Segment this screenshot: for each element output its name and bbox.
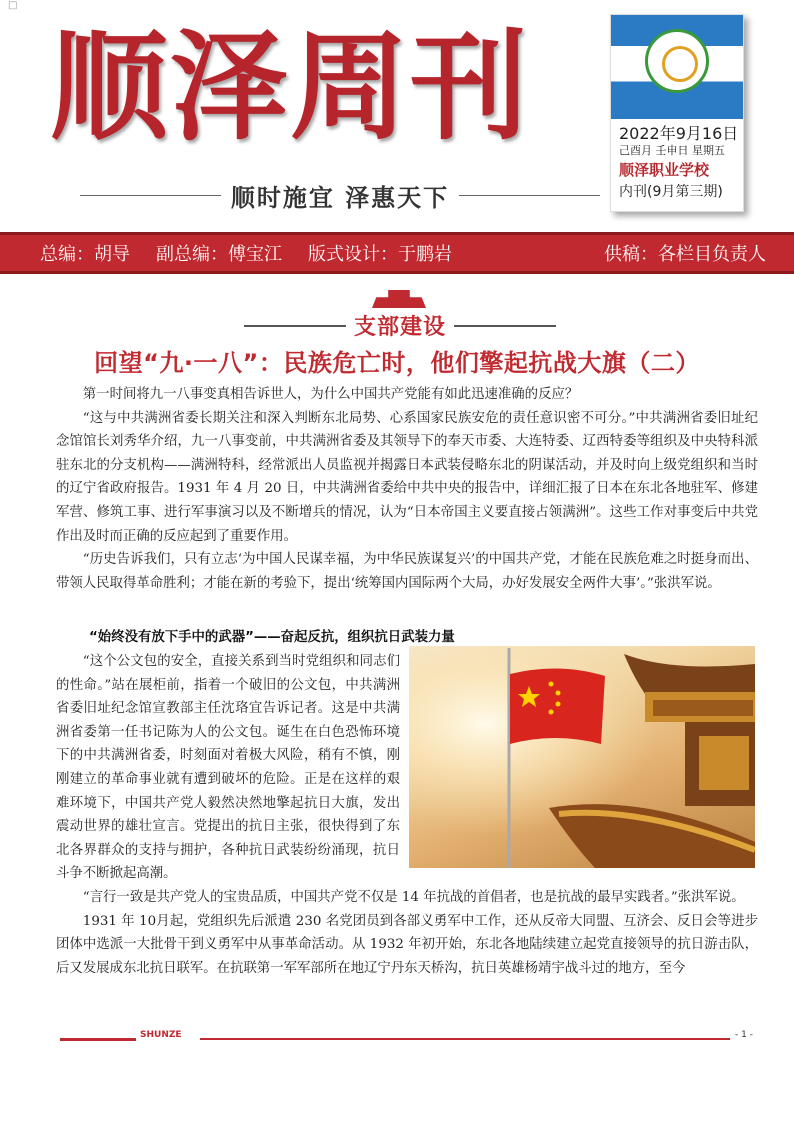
school-logo: [645, 29, 709, 93]
school-logo-banner: [611, 15, 743, 119]
lunar-date: 己酉月 壬申日 星期五: [619, 144, 725, 157]
section-rule-right: [454, 325, 556, 327]
article-subheading: “始终没有放下手中的武器”——奋起反抗，组织抗日武装力量: [89, 630, 455, 645]
flag-and-gate-photo: [409, 646, 755, 868]
paragraph: “这与中共满洲省委长期关注和深入判断东北局势、心系国家民族安危的责任意识密不可分。”中共满洲省委旧址纪念馆馆长刘秀华介绍，九一八事变前，中共满洲省委及其领导下的奉天市委、大连特委、辽西特委等组织及中央特科派驻东北的分支机构——满洲特科，经常派出人员监视并揭露日本武装侵略东北的阴谋活动，并及时向上级党组织和当时的辽宁省政府报告。1931 年 4 月 20 日，中共满洲省委给中共中央的报告中，详细汇报了日本在东北各地驻军、修建军营、修筑工事、进行军事演习以及不断增兵的情况，认为“日本帝国主义要直接占领满洲”。这些工作对事变后中共党作出及时而正确的反应起到了重要作用。: [56, 410, 758, 544]
paragraph: “言行一致是共产党人的宝贵品质，中国共产党不仅是 14 年抗战的首倡者，也是抗战的最早实践者。”张洪军说。: [82, 890, 745, 905]
corner-mark: □: [8, 0, 18, 11]
slogan-row: [80, 178, 600, 213]
slogan: 顺时施宜 泽惠天下: [230, 183, 450, 212]
gate-icon: [372, 290, 426, 308]
section-heading: [244, 310, 556, 341]
paragraph: 第一时间将九一八事变真相告诉世人，为什么中国共产党能有如此迅速准确的反应？: [82, 387, 579, 402]
issue-number: 内刊(9月第三期): [619, 184, 723, 200]
paragraph: 1931 年 10月起，党组织先后派遣 230 名党团员到各部义勇军中工作，还从反帝大同盟、互济会、反日会等进步团体中选派一大批骨干到义勇军中从事革命活动。从 1932 年初开始，东北各地陆续建立起党直接领导的抗日游击队，后又发展成东北抗日联军。在抗联第一军军部所在地辽宁丹东天桥沟，抗日英雄杨靖宇战斗过的地方，至今: [56, 913, 758, 976]
footer-rule-left: [60, 1038, 136, 1041]
footer-rule-right: [200, 1038, 730, 1040]
article-body-top: [56, 383, 758, 595]
paragraph: “这个公文包的安全，直接关系到当时党组织和同志们的性命。”站在展柜前，指着一个破旧的公文包，中共满洲省委旧址纪念馆宣教部主任沈珞宜告诉记者。这是中共满洲省委第一任书记陈为人的公文包。诞生在白色恐怖环境下的中共满洲省委，时刻面对着极大风险，稍有不慎，刚刚建立的革命事业就有遭到破坏的危险。正是在这样的艰难环境下，中国共产党人毅然决然地擎起抗日大旗，发出震动世界的雄壮宣言。党提出的抗日主张，很快得到了东北各界群众的支持与拥护，各种抗日武装纷纷涌现，抗日斗争不断掀起高潮。: [56, 654, 400, 882]
credits-bar: [0, 232, 794, 274]
credit-contributors: 供稿：各栏目负责人: [604, 244, 766, 265]
photo-illustration: [409, 646, 755, 868]
section-label: 支部建设: [354, 315, 447, 340]
page-number: - 1 -: [735, 1030, 753, 1040]
paragraph: “历史告诉我们，只有立志‘为中国人民谋幸福，为中华民族谋复兴’的中国共产党，才能在民族危难之时挺身而出、带领人民取得革命胜利；才能在新的考验下，提出‘统筹国内国际两个大局，办好发展安全两件大事’。”张洪军说。: [56, 552, 758, 591]
masthead-title: 顺泽周刊: [50, 18, 531, 156]
slogan-rule-right: [459, 195, 600, 196]
credit-editor: 总编：胡导: [40, 244, 130, 265]
school-name: 顺泽职业学校: [619, 161, 710, 179]
article-title: 回望“九·一八”：民族危亡时，他们擎起抗战大旗（二）: [94, 349, 700, 377]
section-rule-left: [244, 325, 346, 327]
issue-info-box: [610, 14, 744, 212]
credit-deputy-editor: 副总编：傅宝江: [156, 244, 282, 265]
issue-date: 2022年9月16日: [619, 124, 739, 143]
footer-label: SHUNZE: [140, 1030, 182, 1040]
slogan-rule-left: [80, 195, 221, 196]
article-body-bottom: [56, 886, 758, 980]
article-body-left: [56, 650, 400, 886]
credit-layout-designer: 版式设计：于鹏岩: [308, 244, 452, 265]
